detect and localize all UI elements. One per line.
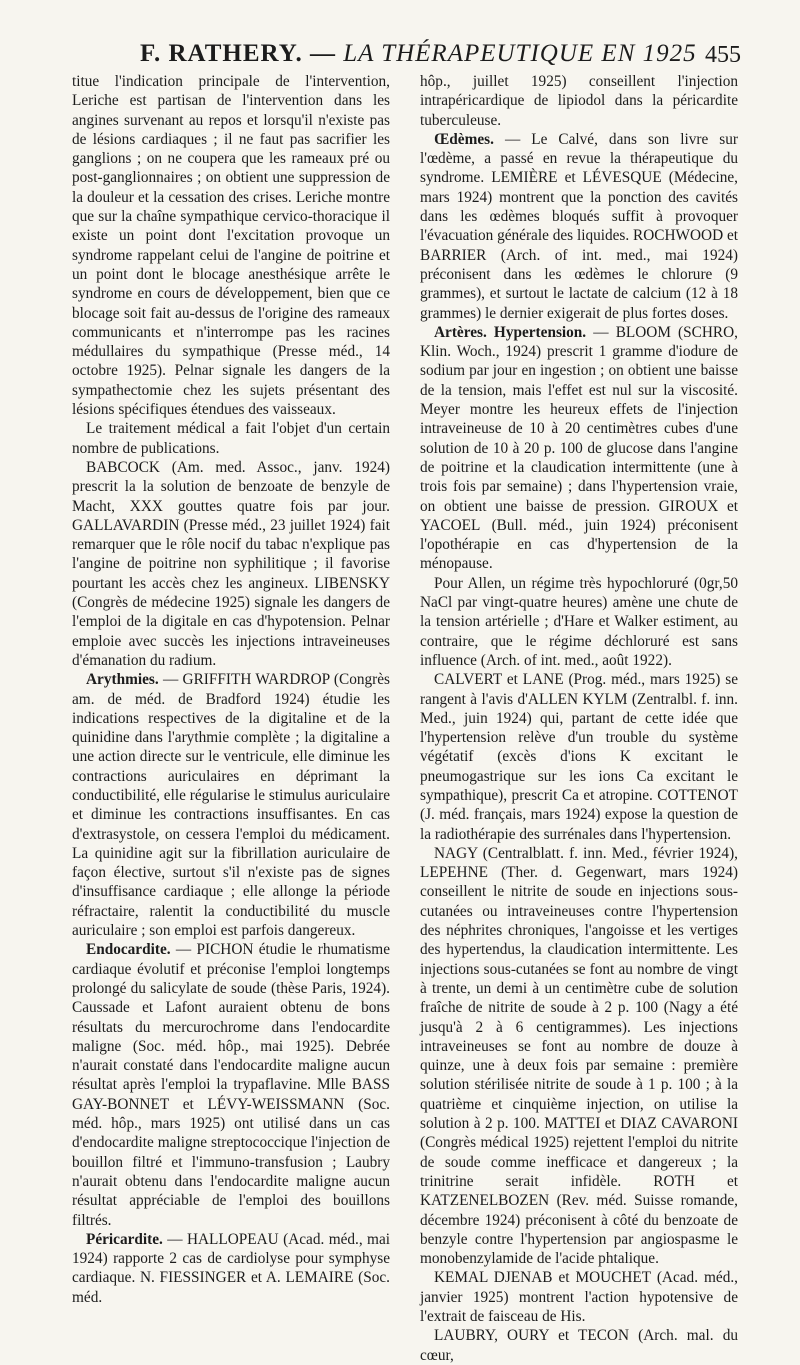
header-author: F. RATHERY. — — [140, 40, 336, 67]
page-number: 455 — [705, 42, 741, 68]
paragraph: CALVERT et LANE (Prog. méd., mars 1925) se rangent à l'avis d'ALLEN KYLM (Zentralbl. f. inn. Med., juin 1924) qui, partant de cette idée que l'hypertension relève d'un trouble du système végétatif (excès d'ions K excitant le pneumogastrique sur les ions Ca excitant le sympathique), prescrit Ca et atropine. COTTENOT (J. méd. français, mars 1924) expose la question de la radiothérapie des surrénales dans l'hypertension. — [420, 671, 738, 843]
left-column — [72, 72, 390, 1307]
paragraph: titue l'indication principale de l'intervention, Leriche est partisan de l'intervention dans les angines survenant au repos et lorsqu'il n'existe pas de lésions cardiaques ; il ne faut pas sacrifier les ganglions ; on ne coupera que les rameaux pré ou post-ganglionnaires ; on obtient une suppression de la douleur et la cessation des crises. Leriche montre que sur la chaîne sympathique cervico-thoracique il existe un point dont l'excitation provoque un syndrome rappelant celui de l'angine de poitrine et un point dont le blocage anesthésique arrête le syndrome en cours de développement, bien que ce blocage soit fait au-dessus de l'origine des rameaux communicants et n'interrompe pas les racines médullaires du sympathique (Presse méd., 14 octobre 1925). Pelnar signale les dangers de la sympathectomie chez les sujets présentant des lésions spécifiques étendues des vaisseaux. — [72, 73, 390, 419]
paragraph: NAGY (Centralblatt. f. inn. Med., février 1924), LEPEHNE (Ther. d. Gegenwart, mars 1924) conseillent le nitrite de soude en injections sous-cutanées ou intraveineuses contre l'hypertension des néphrites chroniques, l'angoisse et les vertiges des hypertendus, la claudication intermittente. Les injections sous-cutanées se font au nombre de vingt à trente, un demi à un centimètre cube de solution fraîche de nitrite de soude à 2 p. 100 (Nagy a été jusqu'à 2 à 6 centigrammes). Les injections intraveineuses se font au nombre de douze à quinze, une à deux fois par semaine : première solution stérilisée nitrite de soude à 1 p. 100 ; à la quatrième et cinquième injection, on utilise la solution à 2 p. 100. MATTEI et DIAZ CAVARONI (Congrès médical 1925) rejettent l'emploi du nitrite de soude comme inefficace et dangereux ; la trinitrine serait infidèle. ROTH et KATZENELBOZEN (Rev. méd. Suisse romande, décembre 1924) préconisent à côté du benzoate de benzyle contre l'hypertension par angiospasme le monobenzylamide de l'acide phtalique. — [420, 844, 738, 1268]
paragraph: Pour Allen, un régime très hypochloruré (0gr,50 NaCl par vingt-quatre heures) amène une chute de la tension artérielle ; d'Hare et Walker estiment, au contraire, que le régime déchloruré est sans influence (Arch. of int. med., août 1922). — [420, 574, 738, 669]
paragraph: BABCOCK (Am. med. Assoc., janv. 1924) prescrit la la solution de benzoate de benzyle de Macht, XXX gouttes quatre fois par jour. GALLAVARDIN (Presse méd., 23 juillet 1924) fait remarquer que le rôle nocif du tabac n'explique pas l'angine de poitrine non syphilitique ; il favorise pourtant les accès chez les angineux. LIBENSKY (Congrès de médecine 1925) signale les dangers de l'emploi de la digitale en cas d'hypotension. Pelnar emploie avec succès les injections intraveineuses d'émanation du radium. — [72, 458, 390, 669]
paragraph: hôp., juillet 1925) conseillent l'injection intrapéricardique de lipiodol dans la péricardite tuberculeuse. — [420, 73, 738, 129]
paragraph-hypertension: Artères. Hypertension. — BLOOM (SCHRO, Klin. Woch., 1924) prescrit 1 gramme d'iodure de sodium par jour en ingestion ; on obtient une baisse de la tension, mais l'effet est nul sur la viscosité. Meyer montre les heureux effets de l'injection intraveineuse de 10 à 20 centimètres cubes d'une solution de 10 à 20 p. 100 de glucose dans l'angine de poitrine et la claudication intermittente (une à trois fois par semaine) ; dans l'hypertension vraie, on obtient une baisse de pression. GIROUX et YACOEL (Bull. méd., juin 1924) préconisent l'opothérapie en cas d'hypertension de la ménopause. — [420, 323, 738, 573]
running-header — [0, 38, 800, 74]
running-title — [140, 40, 697, 68]
paragraph-oedemes: Œdèmes. — Le Calvé, dans son livre sur l'œdème, a passé en revue la thérapeutique du syndrome. LEMIÈRE et LÉVESQUE (Médecine, mars 1924) montrent que la ponction des cavités dans les œdèmes bloqués suffit à provoquer l'évacuation générale des liquides. ROCHWOOD et BARRIER (Arch. of int. med., mai 1924) préconisent dans les œdèmes le chlorure (9 grammes), et surtout le lactate de calcium (12 à 18 grammes) le dernier exigerait de plus fortes doses. — [420, 130, 738, 322]
header-title: LA THÉRAPEUTIQUE EN 1925 — [343, 40, 697, 67]
paragraph: LAUBRY, OURY et TECON (Arch. mal. du cœur, — [420, 1327, 738, 1364]
paragraph-pericardite: Péricardite. — HALLOPEAU (Acad. méd., mai 1924) rapporte 2 cas de cardiolyse pour symphyse cardiaque. N. FIESSINGER et A. LEMAIRE (Soc. méd. — [72, 1230, 390, 1306]
paragraph-arythmies: Arythmies. — GRIFFITH WARDROP (Congrès am. de méd. de Bradford 1924) étudie les indications respectives de la digitaline et de la quinidine dans l'arythmie complète ; la digitaline a une action directe sur le ventricule, elle diminue les contractions auriculaires en déprimant la conductibilité, elle régularise le stimulus auriculaire et diminue les contractions insuffisantes. En cas d'extrasystole, on cessera l'emploi du médicament. La quinidine agit sur la fibrillation auriculaire de façon élective, surtout s'il n'existe pas de signes d'insuffisance cardiaque ; elle allonge la période réfractaire, ralentit la conductibilité du muscle auriculaire ; son emploi est parfois dangereux. — [72, 671, 390, 940]
paragraph: KEMAL DJENAB et MOUCHET (Acad. méd., janvier 1925) montrent l'action hypotensive de l'extrait de faisceau de His. — [420, 1269, 738, 1325]
paragraph-endocardite: Endocardite. — PICHON étudie le rhumatisme cardiaque évolutif et préconise l'emploi longtemps prolongé du salicylate de soude (thèse Paris, 1924). Caussade et Lafont auraient obtenu de bons résultats du mercurochrome dans l'endocardite maligne (Soc. méd. hôp., mai 1925). Debrée n'aurait constaté dans l'endocardite maligne aucun résultat après l'emploi la trypaflavine. Mlle BASS GAY-BONNET et LÉVY-WEISSMANN (Soc. méd. hôp., mars 1925) ont utilisé dans un cas d'endocardite maligne streptococcique l'injection de bouillon filtré et l'immuno-transfusion ; Laubry n'aurait obtenu dans l'endocardite maligne aucun résultat appréciable de l'emploi des bouillons filtrés. — [72, 941, 390, 1229]
paragraph: Le traitement médical a fait l'objet d'un certain nombre de publications. — [72, 420, 390, 457]
right-column — [420, 72, 738, 1365]
